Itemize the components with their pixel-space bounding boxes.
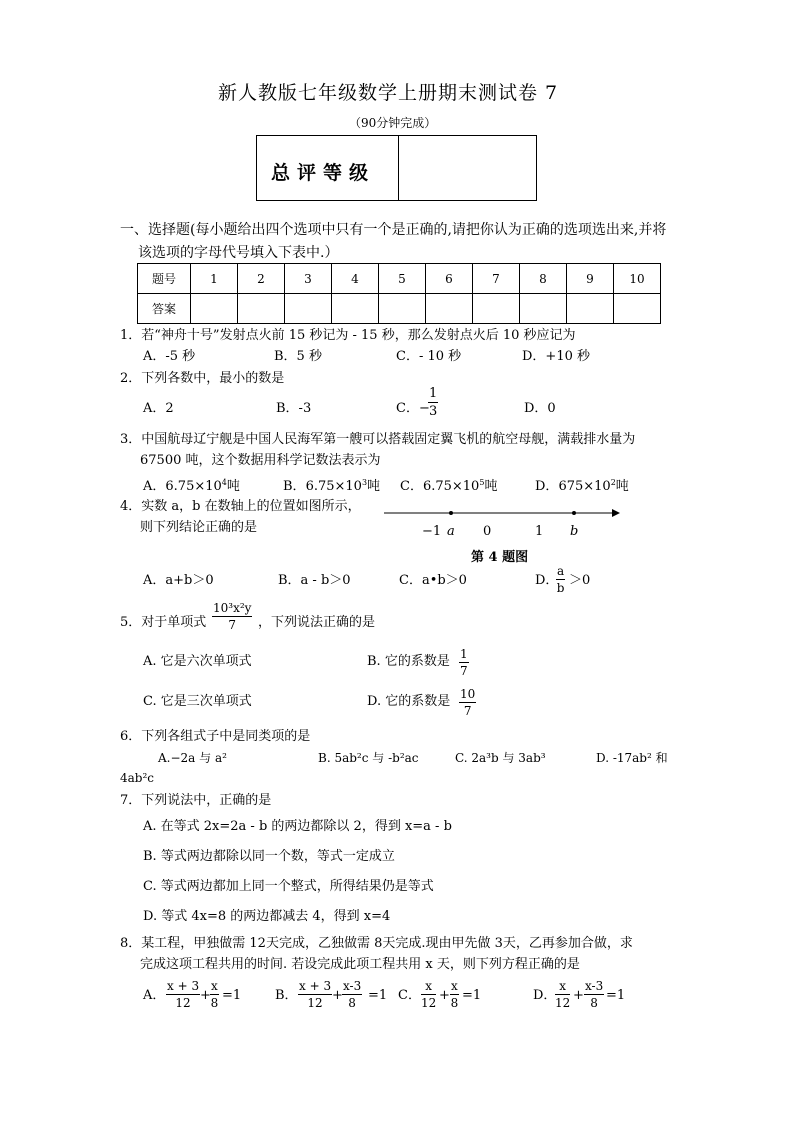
axis-label: b [570,524,579,539]
q5-option-d-fraction: 10 7 [460,687,476,718]
q8-option-d-label: D． [533,988,557,1003]
section-heading: 一、选择题(每小题给出四个选项中只有一个是正确的,请把你认为正确的选项选出来,并将 [120,222,667,238]
answer-cell[interactable] [332,294,379,324]
q4-option-d-fraction: a b [556,564,565,595]
table-cell: 答案 [138,294,191,324]
q8-option-a-term1: x + 3 12 [167,979,200,1010]
q8-option-a-term2: x 8 [210,979,219,1010]
axis-label: 1 [535,524,544,539]
q8-option-b-term1: x + 3 12 [299,979,332,1010]
table-cell: 8 [520,264,567,294]
plus-sign: + [200,988,211,1003]
q3-stem: 3．中国航母辽宁舰是中国人民海军第一艘可以搭载固定翼飞机的航空母舰，满载排水量为 [120,432,636,447]
figure-caption: 第 4 题图 [471,550,529,565]
grade-box [256,135,537,201]
q8-option-c-label: C． [398,988,421,1003]
q2-option-d: D．0 [524,401,556,416]
q4-option-d: D． [535,573,559,588]
table-cell: 4 [332,264,379,294]
q8-stem-cont: 完成这项工程共用的时间. 若设完成此项工程共用 x 天，则下列方程正确的是 [140,957,580,972]
q5-option-b: B. 它的系数是 [367,654,450,669]
q5-option-a: A. 它是六次单项式 [143,654,252,669]
fraction-numerator: 1 [429,386,438,401]
q4-option-c: C．a•b＞0 [399,573,467,588]
q2-option-b: B．-3 [276,401,312,416]
fraction-denominator: 3 [429,404,438,419]
answer-cell[interactable] [473,294,520,324]
q4-stem: 4．实数 a，b 在数轴上的位置如图所示， [120,499,361,514]
eq-rhs: =1 [606,988,626,1003]
point-b [572,511,576,515]
q5-stem: 5．对于单项式 [120,615,207,630]
q2-option-c-fraction [428,387,438,418]
q8-option-c-term2: x 8 [450,979,459,1010]
q3-option-c: C．$6.75\times 10^5$吨 [400,478,498,494]
q3-option-b: B．$6.75\times 10^3$吨 [283,478,381,494]
q7-option-b: B. 等式两边都除以同一个数，等式一定成立 [143,849,395,864]
q5-option-d: D. 它的系数是 [367,694,451,709]
q8-option-a-label: A． [143,988,166,1003]
q7-option-d: D. 等式 4x=8 的两边都减去 4，得到 x=4 [143,909,391,924]
page-title: 新人教版七年级数学上册期末测试卷 7 [218,82,559,104]
answer-cell[interactable] [426,294,473,324]
q5-option-c: C. 它是三次单项式 [143,694,252,709]
answer-cell[interactable] [614,294,661,324]
answer-cell[interactable] [379,294,426,324]
q6-option-d-cont: 4ab²c [120,771,155,785]
q8-stem: 8．某工程，甲独做需 12天完成，乙独做需 8天完成.现由甲先做 3天，乙再参加合做，求 [120,936,633,951]
q8-option-d-term1: x 12 [555,979,571,1010]
q4-option-a: A．a+b＞0 [143,573,214,588]
arrow-icon [612,509,620,517]
table-cell: 7 [473,264,520,294]
table-cell: 6 [426,264,473,294]
eq-rhs: =1 [462,988,482,1003]
table-cell: 10 [614,264,661,294]
q6-option-a: A.−2a 与 a² [158,751,227,765]
q6-stem: 6．下列各组式子中是同类项的是 [120,729,311,744]
table-row [138,264,661,294]
table-cell: 9 [567,264,614,294]
q8-option-c-term1: x 12 [421,979,437,1010]
q2-option-a: A．2 [143,401,174,416]
q7-option-c: C. 等式两边都加上同一个整式，所得结果仍是等式 [143,879,434,894]
answer-cell[interactable] [520,294,567,324]
q3-stem-cont: 67500 吨，这个数据用科学记数法表示为 [140,453,381,468]
axis-label: −1 [422,524,442,539]
grade-label: 总评等级 [271,162,376,184]
q7-option-a: A. 在等式 2x=2a - b 的两边都除以 2，得到 x=a - b [143,819,452,834]
q8-option-d-term2: x-3 8 [585,979,604,1010]
q8-option-b-label: B． [275,988,298,1003]
answer-cell[interactable] [285,294,332,324]
grade-input-cell[interactable] [399,136,536,200]
q3-option-a: A．$6.75\times 10^4$吨 [143,478,240,494]
answer-table [137,263,661,324]
q1-option-a: A．-5 秒 [143,349,196,364]
page-subtitle: （90分钟完成） [349,116,437,130]
q1-option-d: D．+10 秒 [522,349,590,364]
q8-option-b-term2: x-3 8 [343,979,362,1010]
axis-label: 0 [483,524,492,539]
section-heading-cont: 该选项的字母代号填入下表中.） [138,245,339,261]
q7-stem: 7．下列说法中，正确的是 [120,793,272,808]
plus-sign: + [439,988,450,1003]
plus-sign: + [573,988,584,1003]
eq-rhs: =1 [368,988,388,1003]
plus-sign: + [332,988,343,1003]
q4-option-b: B．a - b＞0 [278,573,351,588]
q2-stem: 2．下列各数中，最小的数是 [120,371,285,386]
answer-cell[interactable] [567,294,614,324]
table-cell: 3 [285,264,332,294]
answer-cell[interactable] [191,294,238,324]
q6-option-c: C. 2a³b 与 3ab³ [455,751,546,765]
q5-stem-suffix: ，下列说法正确的是 [258,615,376,630]
q3-option-d: D．$675\times 10^2$吨 [535,478,629,494]
q2-option-c: C．− [396,401,430,416]
q4-stem-cont: 则下列结论正确的是 [140,520,258,535]
q5-monomial: 10³x²y 7 [213,601,252,632]
q6-option-b: B. 5ab²c 与 -b²ac [318,751,419,765]
q4-option-d-suffix: ＞0 [569,573,591,588]
q1-option-c: C．- 10 秒 [396,349,462,364]
table-cell: 题号 [138,264,191,294]
axis-label: a [447,524,455,539]
eq-rhs: =1 [222,988,242,1003]
q1-stem: 1．若“神舟十号”发射点火前 15 秒记为 - 15 秒，那么发射点火后 10 秒应记为 [120,328,576,343]
q5-option-b-fraction: 1 7 [460,647,468,678]
table-cell: 5 [379,264,426,294]
table-row [138,294,661,324]
q1-option-b: B．5 秒 [274,349,322,364]
point-a [449,511,453,515]
number-line-figure [384,503,620,539]
table-cell: 1 [191,264,238,294]
table-cell: 2 [238,264,285,294]
q6-option-d: D. -17ab² 和 [596,751,668,765]
answer-cell[interactable] [238,294,285,324]
